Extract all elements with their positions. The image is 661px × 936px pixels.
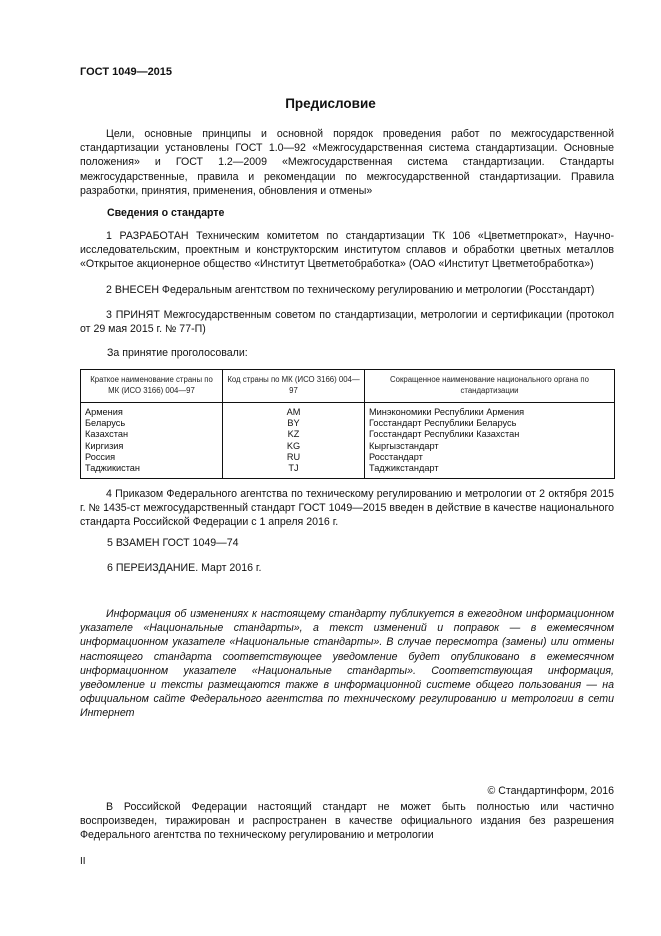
code-cell: AM bbox=[223, 403, 365, 419]
table-row bbox=[81, 429, 615, 440]
code-cell: TJ bbox=[223, 463, 365, 479]
country-cell: Россия bbox=[85, 451, 116, 462]
body-cell: Госстандарт Республики Беларусь bbox=[365, 418, 615, 429]
page-title: Предисловие bbox=[285, 96, 376, 111]
country-cell: Беларусь bbox=[85, 418, 126, 429]
document-code-header: ГОСТ 1049—2015 bbox=[80, 66, 173, 78]
code-cell: KG bbox=[223, 441, 365, 452]
body-cell: Минэкономики Республики Армения bbox=[365, 403, 615, 419]
table-row bbox=[81, 418, 615, 429]
table-row bbox=[81, 403, 615, 419]
table-header-row bbox=[81, 370, 615, 403]
code-cell: RU bbox=[223, 452, 365, 463]
table-header-country: Краткое наименование страны по МК (ИСО 3166) 004—97 bbox=[81, 370, 223, 403]
country-cell: Киргизия bbox=[85, 440, 124, 451]
table-header-code: Код страны по МК (ИСО 3166) 004—97 bbox=[223, 370, 365, 403]
item-1-paragraph: 1 РАЗРАБОТАН Техническим комитетом по стандартизации ТК 106 «Цветметпрокат», Научно-исследовательским, проектным и конструкторским институтом сплавов и обработки цветных металлов «Открытое акционерное общество «Институт Цветметобработка» (ОАО «Институт Цветметобработка») bbox=[80, 230, 614, 271]
copyright-line: © Стандартинформ, 2016 bbox=[487, 785, 614, 797]
table-row bbox=[81, 441, 615, 452]
body-cell: Госстандарт Республики Казахстан bbox=[365, 429, 615, 440]
voted-label: За принятие проголосовали: bbox=[107, 347, 248, 359]
item-6-line: 6 ПЕРЕИЗДАНИЕ. Март 2016 г. bbox=[107, 562, 262, 574]
info-heading: Сведения о стандарте bbox=[107, 207, 225, 219]
body-cell: Росстандарт bbox=[365, 452, 615, 463]
table-row bbox=[81, 452, 615, 463]
intro-paragraph: Цели, основные принципы и основной порядок проведения работ по межгосударственной стандартизации установлены ГОСТ 1.0—92 «Межгосударственная система стандартизации. Основные положения» и ГОСТ 1.2—2009 «Межгосударственная система стандартизации. Стандарты межгосударственные, правила и рекомендации по межгосударственной стандартизации. Правила разработки, принятия, применения, обновления и отмены» bbox=[80, 128, 614, 197]
body-cell: Таджикстандарт bbox=[365, 463, 615, 479]
table-row bbox=[81, 463, 615, 479]
item-4-paragraph: 4 Приказом Федерального агентства по техническому регулированию и метрологии от 2 октября 2015 г. № 1435-ст межгосударственный стандарт ГОСТ 1049—2015 введен в действие в качестве национального стандарта Российской Федерации с 1 апреля 2016 г. bbox=[80, 488, 614, 529]
legal-notice: В Российской Федерации настоящий стандарт не может быть полностью или частично воспроизведен, тиражирован и распространен в качестве официального издания без разрешения Федерального агентства по техническому регулированию и метрологии bbox=[80, 801, 614, 842]
country-cell: Казахстан bbox=[85, 429, 129, 440]
country-cell: Таджикистан bbox=[85, 463, 140, 474]
table-header-body: Сокращенное наименование национального органа по стандартизации bbox=[365, 370, 615, 403]
country-cell: Армения bbox=[85, 407, 123, 417]
item-3-paragraph: 3 ПРИНЯТ Межгосударственным советом по стандартизации, метрологии и сертификации (протокол от 29 мая 2015 г. № 77-П) bbox=[80, 309, 614, 336]
code-cell: KZ bbox=[223, 429, 365, 440]
body-cell: Кыргызстандарт bbox=[365, 441, 615, 452]
item-5-line: 5 ВЗАМЕН ГОСТ 1049—74 bbox=[107, 537, 239, 549]
page-number: II bbox=[80, 856, 86, 867]
code-cell: BY bbox=[223, 418, 365, 429]
item-2-paragraph: 2 ВНЕСЕН Федеральным агентством по техническому регулированию и метрологии (Росстандарт) bbox=[106, 284, 595, 296]
changes-notice: Информация об изменениях к настоящему стандарту публикуется в ежегодном информационном указателе «Национальные стандарты», а текст изменений и поправок — в ежемесячном информационном указателе «Национальные стандарты». В случае пересмотра (замены) или отмены настоящего стандарта соответствующее уведомление будет опубликовано в ежемесячном информационном указателе «Национальные стандарты». Соответствующая информация, уведомление и тексты размещаются также в информационной системе общего пользования — на официальном сайте Федерального агентства по техническому регулированию и метрологии в сети Интернет bbox=[80, 608, 614, 720]
voting-table bbox=[80, 369, 615, 479]
